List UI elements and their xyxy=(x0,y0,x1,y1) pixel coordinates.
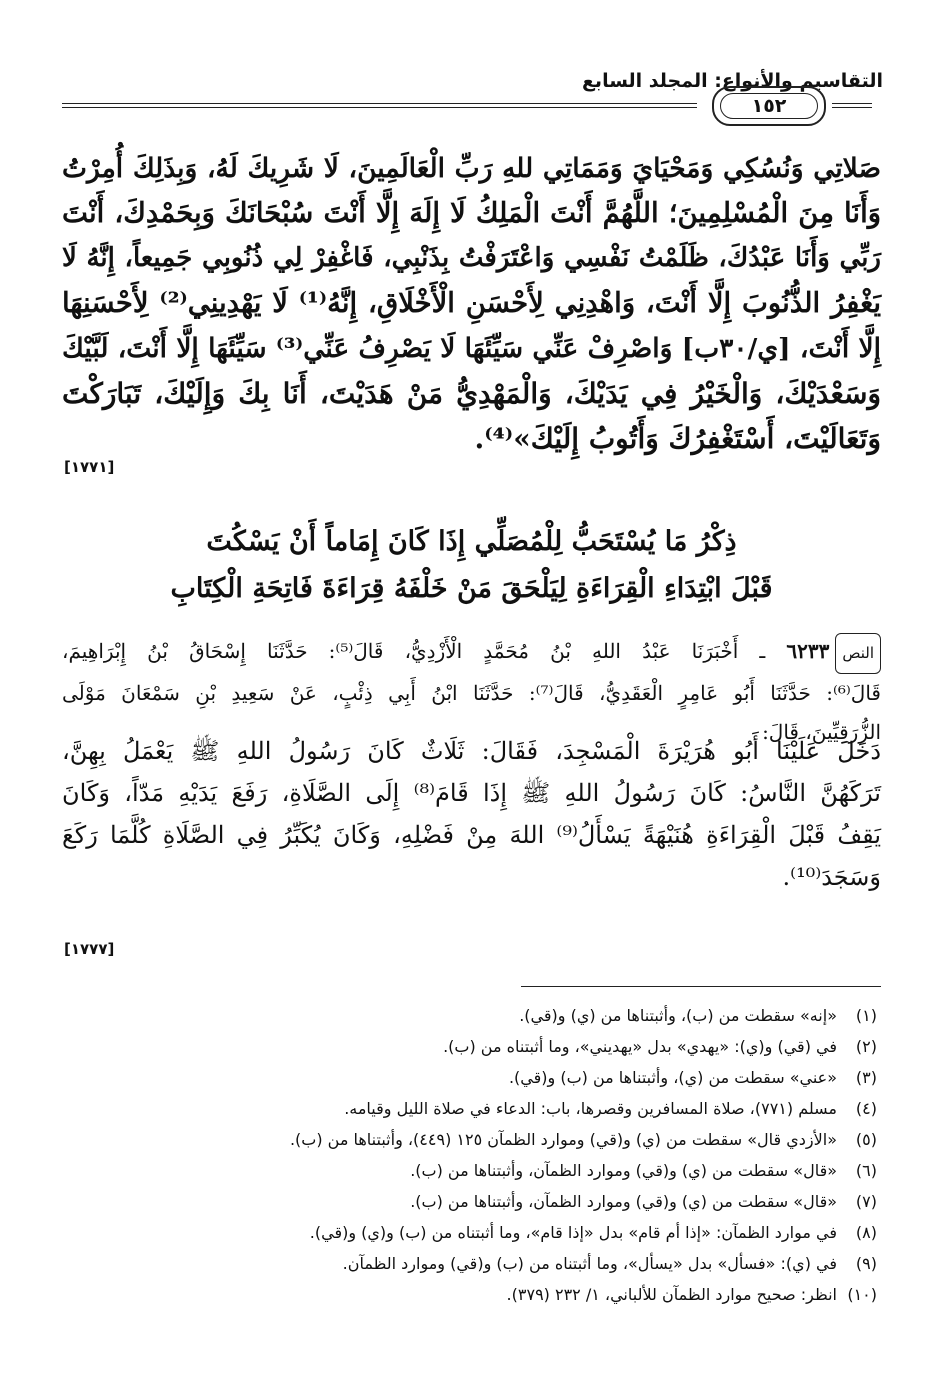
hadith-line: دَخَلَ عَلَيْنَا أَبُو هُرَيْرَةَ الْمَسْجِدَ، فَقَالَ: ثَلَاثٌ كَانَ رَسُولُ اللهِ ﷺ يَعْمَلُ بِهِنَّ، xyxy=(62,737,881,765)
footnote-separator xyxy=(521,986,881,987)
running-title: التقاسيم والأنواع: المجلد السابع xyxy=(581,70,883,92)
footnote-number: (٧) xyxy=(855,1192,877,1211)
matn-line: إِلَّا أَنْتَ، [ي/٣٠ب] وَاصْرِفْ عَنِّي سَيِّئَهَا لَا يَصْرِفُ عَنِّي⁽³⁾ سَيِّئَهَا إِلَّا أَنْتَ، لَبَّيْكَ xyxy=(62,333,881,364)
footnote xyxy=(80,1279,877,1310)
footnote-number: (١٠) xyxy=(847,1285,877,1304)
footnote xyxy=(80,1186,877,1217)
footnote-number: (٨) xyxy=(855,1223,877,1242)
footnote-text: في (قي) و(ي): «يهدي» بدل «يهديني»، وما أثبتناه من (ب). xyxy=(443,1037,837,1056)
matn-line: وَأَنَا مِنَ الْمُسْلِمِينَ؛ اللَّهُمَّ أَنْتَ الْمَلِكُ لَا إِلَهَ إِلَّا أَنْتَ سُبْحَانَكَ وَبِحَمْدِكَ، أَنْتَ xyxy=(62,197,881,229)
footnote-text: انظر: صحيح موارد الظمآن للألباني، ١/ ٢٣٢ (٣٧٩). xyxy=(506,1285,837,1304)
footnote xyxy=(80,1248,877,1279)
footnote-text: في موارد الظمآن: «إذا أم قام» بدل «إذا قام»، وما أثبتناه من (ب) و(ي) و(قي). xyxy=(309,1223,837,1242)
footnote-text: «الأزدي قال» سقطت من (ي) و(قي) وموارد الظمآن ١٢٥ (٤٤٩)، وأثبتناها من (ب). xyxy=(289,1130,837,1149)
footnote xyxy=(80,1155,877,1186)
footnote xyxy=(80,1093,877,1124)
hadith-badge: النص xyxy=(835,633,881,674)
footnote-text: في (ي): «فسأل» بدل «يسأل»، وما أثبتناه من (ب) و(قي) وموارد الظمآن. xyxy=(342,1254,837,1273)
footnotes xyxy=(80,1000,877,1310)
footnote-number: (٦) xyxy=(855,1161,877,1180)
footnote xyxy=(80,1000,877,1031)
heading-line: قَبْلَ ابْتِدَاءِ الْقِرَاءَةِ لِيَلْحَقَ مَنْ خَلْفَهُ قِرَاءَةَ فَاتِحَةِ الْكِتَابِ xyxy=(170,573,773,604)
matn-line: صَلاتِي وَنُسُكِي وَمَحْيَايَ وَمَمَاتِي للهِ رَبِّ الْعَالَمِينَ، لَا شَرِيكَ لَهُ، وَبِذَلِكَ أُمِرْتُ xyxy=(62,153,881,184)
matn-line: رَبِّي وَأَنَا عَبْدُكَ، ظَلَمْتُ نَفْسِي وَاعْتَرَفْتُ بِذَنْبِي، فَاغْفِرْ لِي ذُنُوبِي جَمِيعاً، إِنَّهُ لَا xyxy=(62,243,881,273)
page-number: ١٥٢ xyxy=(720,93,818,119)
footnote-number: (٣) xyxy=(855,1068,877,1087)
footnote-text: مسلم (٧٧١)، صلاة المسافرين وقصرها، باب: الدعاء في صلاة الليل وقيامه. xyxy=(344,1099,837,1118)
heading-line: ذِكْرُ مَا يُسْتَحَبُّ لِلْمُصَلِّي إِذَا كَانَ إِمَاماً أَنْ يَسْكُتَ xyxy=(206,526,737,557)
footnote xyxy=(80,1217,877,1248)
matn-line: وَتَعَالَيْتَ، أَسْتَغْفِرُكَ وَأَتُوبُ إِلَيْكَ»⁽⁴⁾. xyxy=(474,422,881,455)
header-rule xyxy=(62,103,697,108)
hadith-reference-number: [١٧٧٧] xyxy=(64,940,115,958)
matn-reference-number: [١٧٧١] xyxy=(64,458,115,476)
header-rule-right xyxy=(832,103,872,108)
isnad-line: الزُّرَقِيِّينَ، قَالَ: xyxy=(762,720,881,744)
matn-text xyxy=(62,146,881,461)
footnote-text: «إنه» سقطت من (ب)، وأثبتناها من (ي) و(قي). xyxy=(519,1006,837,1025)
hadith-line: يَقِفُ قَبْلَ الْقِرَاءَةِ هُنَيْهَةً يَسْأَلُ⁽⁹⁾ اللهَ مِنْ فَضْلِهِ، وَكَانَ يُكَبِّرُ فِي الصَّلَاةِ كُلَّمَا رَكَعَ xyxy=(62,821,881,849)
footnote-text: «قال» سقطت من (ي) و(قي) وموارد الظمآن، وأثبتناها من (ب). xyxy=(410,1161,837,1180)
footnote xyxy=(80,1062,877,1093)
footnote-number: (٢) xyxy=(855,1037,877,1056)
isnad-line xyxy=(62,632,881,674)
footnote xyxy=(80,1124,877,1155)
footnote-text: «قال» سقطت من (ي) و(قي) وموارد الظمآن، وأثبتناها من (ب). xyxy=(410,1192,837,1211)
hadith-number: ٦٢٣٣ xyxy=(786,639,830,663)
footnote-text: «عني» سقطت من (ي)، وأثبتناها من (ب) و(قي). xyxy=(508,1068,837,1087)
hadith-line: تَرَكَهُنَّ النَّاسُ: كَانَ رَسُولُ اللهِ ﷺ إِذَا قَامَ⁽⁸⁾ إِلَى الصَّلَاةِ، رَفَعَ يَدَيْهِ مَدّاً، وَكَانَ xyxy=(62,779,881,807)
footnote-number: (٥) xyxy=(855,1130,877,1149)
page-number-frame xyxy=(712,86,826,126)
matn-line: يَغْفِرُ الذُّنُوبَ إِلَّا أَنْتَ، وَاهْدِنِي لِأَحْسَنِ الْأَخْلَاقِ، إِنَّهُ⁽¹⁾ لَا يَهْدِينِي⁽²⁾ لِأَحْسَنِهَا xyxy=(62,287,881,319)
chapter-heading xyxy=(62,518,881,612)
footnote-number: (١) xyxy=(855,1006,877,1025)
footnote-number: (٤) xyxy=(855,1099,877,1118)
footnote xyxy=(80,1031,877,1062)
footnote-number: (٩) xyxy=(855,1254,877,1273)
matn-line: وَسَعْدَيْكَ، وَالْخَيْرُ فِي يَدَيْكَ، وَالْمَهْدِيُّ مَنْ هَدَيْتَ، أَنَا بِكَ وَإِلَيْكَ، تَبَارَكْتَ xyxy=(62,377,881,410)
isnad-line-text: ـ أَخْبَرَنَا عَبْدُ اللهِ بْنُ مُحَمَّدٍ الْأَزْدِيُّ، قَالَ⁽⁵⁾: حَدَّثَنَا إِسْحَاقُ بْنُ إِبْرَاهِيمَ، xyxy=(62,639,766,663)
hadith-line: وَسَجَدَ⁽¹⁰⁾. xyxy=(782,863,881,891)
isnad-line: قَالَ⁽⁶⁾: حَدَّثَنَا أَبُو عَامِرٍ الْعَقَدِيُّ، قَالَ⁽⁷⁾: حَدَّثَنَا ابْنُ أَبِي ذِئْبٍ، عَنْ سَعِيدِ بْنِ سَمْعَانَ مَوْلَى xyxy=(62,681,881,705)
hadith-text xyxy=(62,730,881,898)
